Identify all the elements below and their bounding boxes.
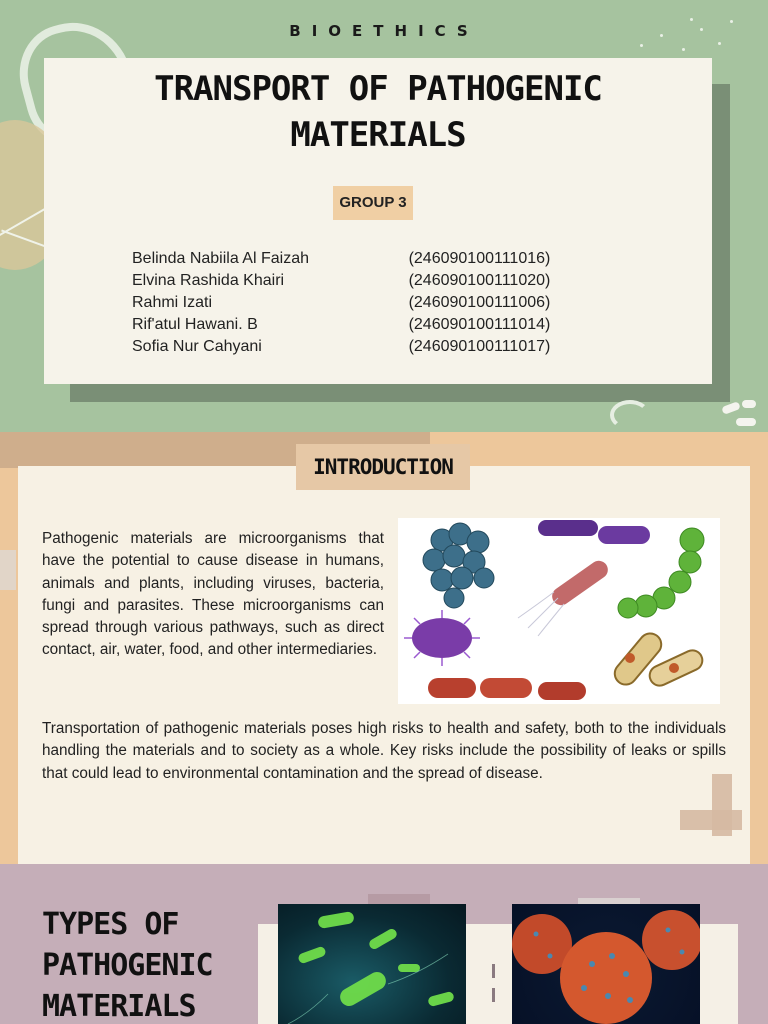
types-heading-line: MATERIALS (42, 989, 196, 1024)
member-name: Rif'atul Hawani. B (132, 316, 258, 333)
decorative-bean (742, 400, 756, 408)
types-heading (42, 904, 262, 1024)
group-badge: GROUP 3 (333, 186, 413, 220)
title-line: MATERIALS (290, 115, 466, 155)
types-heading-line: TYPES OF (42, 907, 179, 942)
member-name: Belinda Nabiila Al Faizah (132, 250, 309, 267)
member-id: (246090100111020) (408, 272, 551, 289)
member-id: (246090100111006) (408, 294, 551, 311)
introduction-paragraph: Pathogenic materials are microorganisms that have the potential to cause disease in humans, animals and plants, including viruses, bacteria, fungi and parasites. These microorganisms can spread through various pathways, such as direct contact, air, water, food, and other intermediaries. (42, 530, 384, 659)
member-id: (246090100111016) (408, 250, 551, 267)
types-heading-line: PATHOGENIC (42, 948, 213, 983)
member-list (132, 248, 602, 358)
decorative-dash (492, 988, 495, 1002)
bacteria-image (278, 904, 466, 1024)
member-row (132, 270, 602, 292)
virus-icon (512, 904, 700, 1024)
decorative-bean (721, 401, 741, 415)
microorganisms-illustration (398, 518, 720, 704)
member-row (132, 292, 602, 314)
decorative-squiggle (610, 400, 650, 430)
types-section (0, 864, 768, 1024)
member-id: (246090100111017) (408, 338, 551, 355)
title-section (0, 0, 768, 432)
introduction-heading: INTRODUCTION (296, 444, 470, 490)
transport-paragraph: Transportation of pathogenic materials poses high risks to health and safety, both to the individuals handling the materials and to society as a whole. Key risks include the possibility of leaks or spills that could lead to environmental contamination and the spread of disease. (42, 720, 726, 782)
decorative-bean (736, 418, 756, 426)
decorative-dash (492, 964, 495, 978)
member-name: Rahmi Izati (132, 294, 213, 311)
virus-image (512, 904, 700, 1024)
microorganisms-icon (398, 518, 720, 704)
title-line: TRANSPORT OF PATHOGENIC (154, 69, 602, 109)
member-id: (246090100111014) (408, 316, 551, 333)
member-name: Sofia Nur Cahyani (132, 338, 262, 355)
member-row (132, 248, 602, 270)
introduction-section (0, 432, 768, 864)
member-row (132, 336, 602, 358)
page-title (44, 66, 712, 158)
member-name: Elvina Rashida Khairi (132, 272, 285, 289)
subject-label: BIOETHICS (289, 22, 479, 40)
bacteria-icon (278, 904, 466, 1024)
member-row (132, 314, 602, 336)
decorative-cross (680, 810, 742, 830)
decorative-blob (0, 550, 16, 590)
